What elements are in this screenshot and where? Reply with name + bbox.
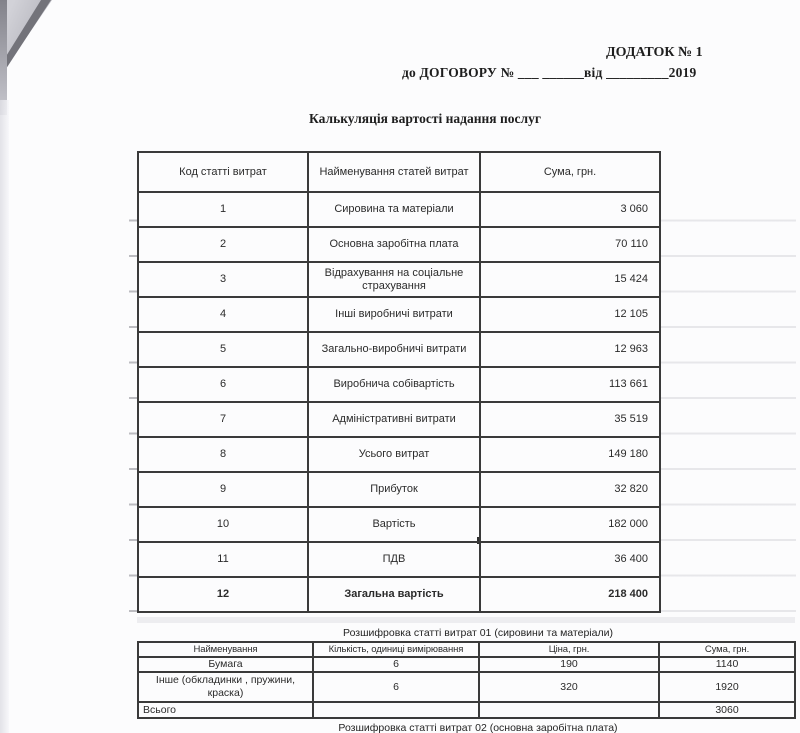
table-row: [138, 367, 660, 402]
breakdown-caption-01: Розшифровка статті витрат 01 (сировини та матеріали): [343, 627, 613, 639]
table-row: [138, 332, 660, 367]
table-row: [138, 437, 660, 472]
breakdown-caption-02: Розшифровка статті витрат 02 (основна заробітна плата): [338, 722, 618, 733]
table-header-row: [138, 642, 795, 657]
sum-cell: 70 110: [480, 227, 660, 262]
name-cell: Усього витрат: [308, 437, 480, 472]
annex-title: ДОДАТОК № 1: [606, 45, 703, 60]
table-row: [138, 227, 660, 262]
sum-cell: 15 424: [480, 262, 660, 297]
name-cell: Виробнича собівартість: [308, 367, 480, 402]
sum-cell: 1140: [659, 657, 795, 672]
table-row: [138, 192, 660, 227]
qty-cell: 6: [313, 672, 479, 702]
code-cell: 8: [138, 437, 308, 472]
code-cell: 7: [138, 402, 308, 437]
table-row-total: [138, 577, 660, 612]
sum-cell: 149 180: [480, 437, 660, 472]
sum-cell: 113 661: [480, 367, 660, 402]
sum-cell: 218 400: [480, 577, 660, 612]
sum-cell: 12 105: [480, 297, 660, 332]
sum-cell: 1920: [659, 672, 795, 702]
scan-left-edge: [0, 100, 9, 733]
sum-cell: 3060: [659, 702, 795, 718]
table-header-row: [138, 152, 660, 192]
scan-bleedthrough-lines: [660, 186, 796, 616]
table-row: [138, 542, 660, 577]
price-cell: [479, 702, 659, 718]
name-cell: Прибуток: [308, 472, 480, 507]
column-header-sum: Сума, грн.: [480, 152, 660, 192]
column-header-name: Найменування: [138, 642, 313, 657]
code-cell: 6: [138, 367, 308, 402]
name-cell: Всього: [138, 702, 313, 718]
table-row-total: [138, 702, 795, 718]
scan-left-edge-dark: [0, 0, 7, 115]
name-cell: Загально-виробничі витрати: [308, 332, 480, 367]
name-cell: Відрахування на соціальне страхування: [308, 262, 480, 297]
sum-cell: 35 519: [480, 402, 660, 437]
table-row: [138, 507, 660, 542]
column-header-name: Найменування статей витрат: [308, 152, 480, 192]
scan-artifact-band: [137, 617, 795, 623]
code-cell: 5: [138, 332, 308, 367]
qty-cell: 6: [313, 657, 479, 672]
code-cell: 9: [138, 472, 308, 507]
table-row: [138, 472, 660, 507]
code-cell: 4: [138, 297, 308, 332]
scan-border-ticks: [129, 186, 137, 616]
contract-line: до ДОГОВОРУ № ___ ______від _________2019: [402, 65, 697, 80]
name-cell: Бумага: [138, 657, 313, 672]
price-cell: 190: [479, 657, 659, 672]
code-cell: 1: [138, 192, 308, 227]
code-cell: 2: [138, 227, 308, 262]
sum-cell: 36 400: [480, 542, 660, 577]
column-header-price: Ціна, грн.: [479, 642, 659, 657]
name-cell: Інше (обкладинки , пружини, краска): [138, 672, 313, 702]
column-header-qty: Кількість, одиниці вимірювання: [313, 642, 479, 657]
name-cell: Вартість: [308, 507, 480, 542]
column-header-code: Код статті витрат: [138, 152, 308, 192]
sum-cell: 32 820: [480, 472, 660, 507]
name-cell: Загальна вартість: [308, 577, 480, 612]
code-cell: 3: [138, 262, 308, 297]
code-cell: 12: [138, 577, 308, 612]
column-header-sum: Сума, грн.: [659, 642, 795, 657]
sum-cell: 182 000: [480, 507, 660, 542]
price-cell: 320: [479, 672, 659, 702]
code-cell: 11: [138, 542, 308, 577]
table-row: [138, 657, 795, 672]
table-row: [138, 672, 795, 702]
table-row: [138, 262, 660, 297]
name-cell: Інші виробничі витрати: [308, 297, 480, 332]
cost-table: [137, 151, 661, 613]
sum-cell: 3 060: [480, 192, 660, 227]
qty-cell: [313, 702, 479, 718]
code-cell: 10: [138, 507, 308, 542]
table-row: [138, 297, 660, 332]
name-cell: Основна заробітна плата: [308, 227, 480, 262]
name-cell: Сировина та матеріали: [308, 192, 480, 227]
sum-cell: 12 963: [480, 332, 660, 367]
scan-corner-fold: [0, 0, 56, 80]
table-row: [138, 402, 660, 437]
name-cell: ПДВ: [308, 542, 480, 577]
breakdown-table: [137, 641, 796, 719]
document-title: Калькуляція вартості надання послуг: [309, 111, 541, 126]
name-cell: Адміністративні витрати: [308, 402, 480, 437]
